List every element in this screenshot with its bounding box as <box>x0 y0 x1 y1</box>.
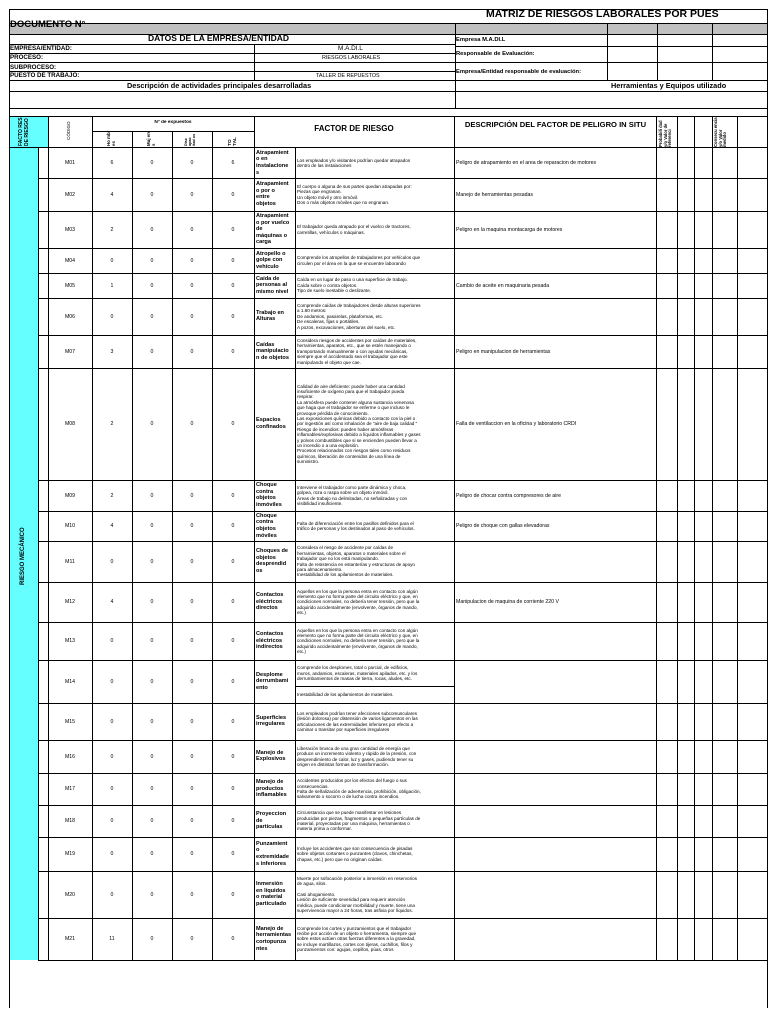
factor-description-cell: Los empleados y/o visitantes podrían quedar atrapados dentro de las instalaciones <box>297 157 411 168</box>
mujeres-column-header: Muj ere s <box>146 130 156 146</box>
code-cell: M11 <box>65 558 75 565</box>
row-subdivider <box>295 686 454 687</box>
mujeres-cell: 0 <box>150 282 154 289</box>
hombres-cell: 11 <box>109 936 115 942</box>
puesto-label: PUESTO DE TRABAJO: <box>10 72 80 79</box>
hombres-cell: 0 <box>110 718 114 725</box>
hombres-cell: 0 <box>110 753 114 760</box>
discapacitados-cell: 0 <box>190 282 194 289</box>
code-cell: M16 <box>64 753 76 760</box>
mujeres-cell: 0 <box>150 523 154 529</box>
factor-description-cell: Circunstancia que se puede manifestar en lesiones producidas por piezas, fragmentos o pequeñas partículas de material, proyectadas por una máquina, herramientas o materia prima a conformar. <box>297 810 421 832</box>
mujeres-cell: 0 <box>150 891 154 898</box>
total-cell: 0 <box>231 492 235 499</box>
in-situ-description-cell: Peligro de atrapamiento en el area de reparacion de motores <box>456 160 597 166</box>
group-label-cell <box>10 148 38 960</box>
discapacitados-cell: 0 <box>190 599 194 605</box>
total-cell: 0 <box>231 348 235 355</box>
factor-description-cell: Accidentes producidos por los efectos del fuego o sus consecuencias. Falta de señalización de advertencia, prohibición, obligación, salvamento o socorro o de lucha contra incendios. <box>297 778 421 800</box>
total-cell: 0 <box>231 599 235 605</box>
code-cell: M19 <box>64 851 76 857</box>
factor-description-cell: Calidad de aire deficiente: puede haber una cantidad insuficiente de oxígeno para que el trabajador pueda respirar. La atmósfera puede contener alguna sustancia venenosa que haga que el trabajador se enferme o que incluso le provoque pérdida de conocimiento. Las exposiciones químicas debido a contacto con la piel o por ingestión así como inhalación de "aire de baja calidad " Riesgo de incendios: pueden haber atmósferas inflamables/explosivas debido a líquidos inflamables y gases y polvos combustibles que si se encienden pueden llevar a un incendio o a una explosión. Procesos relacionados con riesgos tales como residuos químicos, liberación de contenidos de una línea de suministro. <box>297 383 421 465</box>
in-situ-description-cell: Manejo de herramientas pesadas <box>456 191 533 198</box>
factor-name-cell: Desplome derrumbami ento <box>256 671 289 691</box>
mujeres-cell: 0 <box>150 936 154 942</box>
discapacitados-cell: 0 <box>190 313 194 320</box>
hombres-cell: 0 <box>110 313 114 320</box>
code-cell: M06 <box>64 313 76 320</box>
factor-description-cell: Considera riesgos de accidentes por caídas de materiales, herramientas, aparatos, etc., que se estén manejando o transportando manualmente o con ayudas mecánicas, siempre que el accidentado sea el trabajador que este manipulando el objeto que cae. <box>297 338 417 365</box>
factor-description-cell: Comprende caídas de trabajadores desde alturas superiores a 1.80 metros: De andamios, pasarelas, plataformas, etc. De escaleras, fijas o portátiles. A pozos, excavaciones, aberturas del suelo, etc. <box>297 303 421 330</box>
discapacitados-cell: 0 <box>190 226 194 233</box>
hombres-cell: 3 <box>110 348 114 355</box>
factor-name-cell: Choque contra objetos móviles <box>256 512 277 539</box>
total-cell: 0 <box>231 891 235 898</box>
total-cell: 0 <box>231 786 235 792</box>
factor-description-cell: Comprende los cortes y punzamientos que el trabajador recibe por acción de un objeto o herramienta, siempre que sobre estos actúen otras fuerzas diferentes a la gravedad, se incluye martillazos, cortes con tijeras, cuchillos, filos y punzamientos con: agujas, cepillos, púas, otros <box>297 925 416 953</box>
total-cell: 0 <box>231 282 235 289</box>
in-situ-description-cell: Cambio de aceite en maquinaria pesada <box>456 282 550 289</box>
herramientas-label: Herramientas y Equipos utilizado <box>611 81 727 90</box>
in-situ-description-cell: Peligro en la maquina montacarga de motores <box>456 226 563 233</box>
factor-name-cell: Manejo de herramientas cortopunzа ntes <box>256 925 292 952</box>
factor-name-cell: Choques de objetos desprendid os <box>256 548 289 575</box>
discapacitados-cell: 0 <box>190 891 194 898</box>
discapacitados-cell: 0 <box>190 348 194 355</box>
mujeres-cell: 0 <box>150 226 154 233</box>
total-cell: 0 <box>231 558 235 565</box>
code-cell: M01 <box>64 160 76 166</box>
discapacitados-cell: 0 <box>190 421 194 427</box>
total-cell: 0 <box>231 313 235 320</box>
factor-name-cell: Trabajo en Alturas <box>256 309 284 323</box>
factor-name-cell: Inmersión en líquidos o material particulado <box>256 881 287 908</box>
factor-name-cell: Manejo de productos inflamables <box>256 779 287 799</box>
factor-description-cell: Comprende los desplomes, total o parcial, de edificios, muros, andamios, escaleras, materiales apilados, etc. y los derrumbamientos de masas de tierra, rocas, aludes, etc. Inestabilidad de los apilamientos de materiales. <box>297 665 418 698</box>
total-cell: 0 <box>231 421 235 427</box>
factor-name-cell: Proyeccion de partículas <box>256 811 287 831</box>
discapacitados-cell: 0 <box>190 678 194 685</box>
discapacitados-cell: 0 <box>190 753 194 760</box>
hombres-cell: 0 <box>110 558 114 565</box>
total-cell: 0 <box>231 851 235 857</box>
factor-description-cell: Incluye los accidentes que son consecuencia de pisadas sobre objetos cortantes o punzantes (clavos, chinchetas, chapas, etc.) pero que no originan caídas. <box>297 845 413 862</box>
in-situ-description-cell: Peligro de chocar contra compresores de aire <box>456 492 561 499</box>
mujeres-cell: 0 <box>150 421 154 427</box>
code-cell: M03 <box>64 226 76 233</box>
total-cell: 0 <box>231 753 235 760</box>
company-section-title: DATOS DE LA EMPRESA/ENTIDAD <box>148 33 290 43</box>
proceso-label: PROCESO: <box>10 54 44 61</box>
group-label: RIESGO MECÁNICO <box>20 527 26 585</box>
code-cell: M05 <box>64 282 76 289</box>
hombres-cell: 0 <box>110 678 114 685</box>
mujeres-cell: 0 <box>150 558 154 565</box>
mujeres-cell: 0 <box>150 718 154 725</box>
hombres-cell: 0 <box>110 786 114 792</box>
in-situ-description-cell: Manipulacion de maquina de corriente 220 V <box>456 599 559 605</box>
code-cell: M15 <box>64 718 76 725</box>
factor-name-cell: Atrapamient o por vuelco de máquinas o carga <box>256 213 290 246</box>
factor-description-cell: Falta de diferenciación entre los pasillos definidos para el tráfico de personas y los destinados al paso de vehículos. <box>297 520 415 531</box>
total-cell: 0 <box>231 818 235 824</box>
hombres-cell: 2 <box>110 421 114 427</box>
discapacitados-cell: 0 <box>190 818 194 824</box>
in-situ-description-cell: Falla de ventilaccion en la oficina y laboratorio CRDI <box>456 421 577 427</box>
document-title: DOCUMENTO N° <box>10 19 86 30</box>
proceso-value: RIESGOS LABORALES <box>322 55 381 61</box>
hombres-cell: 2 <box>110 492 114 499</box>
factor-name-cell: Atropello o golpe con vehículo <box>256 250 286 270</box>
matrix-title: MATRIZ DE RIESGOS LABORALES POR PUES <box>486 8 719 20</box>
discapacitados-cell: 0 <box>190 558 194 565</box>
code-cell: M04 <box>64 257 76 264</box>
empresa-value: M.A.DI.L <box>338 45 363 52</box>
right-empresa: Empresa M.A.DI.L <box>456 37 506 43</box>
expuestos-header: Nº de expuestos <box>154 120 192 125</box>
factor-name-cell: Atrapamient o en instalacione s <box>256 149 289 176</box>
mujeres-cell: 0 <box>150 786 154 792</box>
hombres-cell: 0 <box>110 818 114 824</box>
code-cell: M17 <box>64 786 76 792</box>
factor-riesgo-column-header: FACTO RES DE RIESGO <box>18 117 30 146</box>
hombres-cell: 4 <box>110 523 114 529</box>
factor-description-cell: Liberación brusca de una gran cantidad de energía que produce un incremento violento y rápido de la presión, con desprendimiento de calor, luz y gases, pudiendo tener su origen en distintas formas de transformación. <box>297 745 417 767</box>
factor-name-cell: Choque contra objetos inmóviles <box>256 482 282 509</box>
factor-description-cell: Interviene el trabajador como parte dinámica y choca, golpea, roza o raspa sobre un objeto inmóvil. Áreas de trabajo no delimitadas, no señalizadas y con visibilidad insuficiente. <box>297 484 408 506</box>
mujeres-cell: 0 <box>150 191 154 198</box>
total-cell: 0 <box>231 936 235 942</box>
discapacitados-cell: 0 <box>190 786 194 792</box>
factor-name-cell: Contactos eléctricos directos <box>256 592 284 612</box>
code-cell: M18 <box>64 818 76 824</box>
factor-description-cell: Los empleados podrían tener afecciones subcomusculares (lesión dolorosa) por distensión de varios ligamentos en las articulaciones de las extremidades inferiores por efecto a caminar o transitar por superficies irregulares <box>297 710 418 732</box>
hombres-cell: 6 <box>110 160 114 166</box>
factor-description-cell: Muerte por sofocación posterior a inmersión en reservorios de agua, silos. Casi ahogamiento. Lesión de suficiente severidad para requerir atención médica, puede condicionar morbilidad y muerte, tiene una supervivencia mayor a 24 horas, tras asfixia por líquidos. <box>297 875 418 914</box>
factor-name-cell: Atrapamient o por o entre objetos <box>256 181 289 208</box>
total-cell: 6 <box>231 160 235 166</box>
factor-description-cell: El cuerpo o alguna de sus partes quedan atrapadas por: Piezas que engranan. Un objeto móvil y otro inmóvil. Dos o más objetos móviles que no engranan. <box>297 183 412 205</box>
factor-name-cell: Espacios confinados <box>256 417 286 430</box>
discapacitados-cell: 0 <box>190 257 194 264</box>
subproceso-label: SUBPROCESO: <box>10 64 57 71</box>
puesto-value: TALLER DE REPUESTOS <box>316 73 380 79</box>
code-cell: M20 <box>64 891 76 898</box>
discapacitados-cell: 0 <box>190 523 194 529</box>
mujeres-cell: 0 <box>150 257 154 264</box>
mujeres-cell: 0 <box>150 753 154 760</box>
mujeres-cell: 0 <box>150 313 154 320</box>
code-cell: M09 <box>64 492 76 499</box>
factor-name-cell: Contactos eléctricos indirectos <box>256 631 284 651</box>
total-column-header: TO TAL <box>228 137 238 146</box>
mujeres-cell: 0 <box>150 851 154 857</box>
hombres-cell: 0 <box>110 891 114 898</box>
hombres-cell: 1 <box>110 282 114 289</box>
mujeres-cell: 0 <box>150 599 154 605</box>
discapacitados-cell: 0 <box>190 160 194 166</box>
factor-description-cell: Considera el riesgo de accidente por caídas de herramientas, objetos, aparatos o materiales sobre el trabajador que no los está manipulando. Falta de resistencia en estanterías y estructuras de apoyo para almacenamiento. Inestabilidad de los apilamientos de materiales. <box>297 545 415 578</box>
discapacitados-cell: 0 <box>190 718 194 725</box>
right-responsable: Responsable de Evaluación: <box>456 51 535 57</box>
hombres-cell: 0 <box>110 638 114 644</box>
code-cell: M14 <box>64 678 76 685</box>
mujeres-cell: 0 <box>150 348 154 355</box>
code-cell: M08 <box>64 421 76 427</box>
hombres-cell: 0 <box>110 257 114 264</box>
factor-description-cell: Caída en un lugar de paso o una superficie de trabajo. Caída sobre o contra objetos. Tipo de suelo inestable o deslizante. <box>297 277 408 294</box>
discapacitados-cell: 0 <box>190 936 194 942</box>
discapacitados-cell: 0 <box>190 638 194 644</box>
mujeres-cell: 0 <box>150 160 154 166</box>
total-cell: 0 <box>231 638 235 644</box>
factor-name-cell: Punzamient o extremidade s inferiores <box>256 840 289 867</box>
consecuencia-column-header: Consecu encia y/o Valor medido <box>713 117 728 147</box>
discapacitados-cell: 0 <box>190 492 194 499</box>
discapacitados-column-header: Disc apac itad os <box>184 133 197 146</box>
factor-name-cell: Superficies irregulares <box>256 714 287 728</box>
discapacitados-cell: 0 <box>190 851 194 857</box>
total-cell: 0 <box>231 678 235 685</box>
total-cell: 0 <box>231 191 235 198</box>
code-cell: M02 <box>64 191 76 198</box>
hombres-cell: 0 <box>110 851 114 857</box>
factor-name-cell: Caídas manipulacio n de objetos <box>256 341 289 361</box>
factor-description-cell: Comprende los atropellos de trabajadores por vehículos que circulen por el área en la que se encuentre laborando <box>297 255 421 266</box>
row-divider <box>38 960 768 961</box>
total-cell: 0 <box>231 226 235 233</box>
in-situ-description-cell: Peligro de choque con gallas elevadoras <box>456 523 550 529</box>
factor-description-cell: El trabajador queda atrapado por el vuelco de tractores, carretillas, vehículos o máquinas. <box>297 224 411 235</box>
right-entidad: Empresa/Entidad responsable de evaluación: <box>456 69 581 75</box>
in-situ-description-cell: Peligro en manipulacion de herramientas <box>456 348 551 355</box>
mujeres-cell: 0 <box>150 818 154 824</box>
code-cell: M10 <box>64 523 76 529</box>
hombres-cell: 4 <box>110 599 114 605</box>
actividades-label: Descripción de actividades principales desarrolladas <box>127 81 312 90</box>
factor-description-cell: Aquellos en los que la persona entra en contacto con algún elemento que no forma parte del circuito eléctrico y que, en condiciones normales, no debería tener tensión, pero que la adquirido accidentalmente (envolvente, órganos de mando, etc.) <box>297 627 420 655</box>
factor-column-header: FACTOR DE RIESGO <box>314 124 394 133</box>
empresa-label: EMPRESA/ENTIDAD: <box>10 45 72 52</box>
total-cell: 0 <box>231 257 235 264</box>
factor-description-cell: Aquellos en los que la persona entra en contacto con algún elemento que no forma parte del circuito eléctrico y que, en condiciones normales, no debería tener tensión, pero que la adquirido accidentalmente (envolvente, órganos de mando, etc.) <box>297 588 420 616</box>
codigo-column-header: CÓDIGO <box>66 121 71 140</box>
code-cell: M13 <box>64 638 76 644</box>
code-cell: M07 <box>64 348 76 355</box>
factor-name-cell: Caída de personas al mismo nivel <box>256 275 289 295</box>
hombres-cell: 2 <box>110 226 114 233</box>
probabilidad-column-header: Probabili dad y/o Valor de referenci <box>658 120 673 147</box>
header-gray-band <box>9 23 768 34</box>
mujeres-cell: 0 <box>150 678 154 685</box>
factor-name-cell: Manejo de Explosivos <box>256 749 286 763</box>
mujeres-cell: 0 <box>150 492 154 499</box>
hombres-column-header: Ho mbr es <box>106 130 116 146</box>
mujeres-cell: 0 <box>150 638 154 644</box>
hombres-cell: 4 <box>110 191 114 198</box>
discapacitados-cell: 0 <box>190 191 194 198</box>
total-cell: 0 <box>231 718 235 725</box>
code-cell: M12 <box>64 599 76 605</box>
descripcion-column-header: DESCRIPCIÓN DEL FACTOR DE PELIGRO IN SITU <box>464 120 647 129</box>
code-cell: M21 <box>64 936 76 942</box>
total-cell: 0 <box>231 523 235 529</box>
